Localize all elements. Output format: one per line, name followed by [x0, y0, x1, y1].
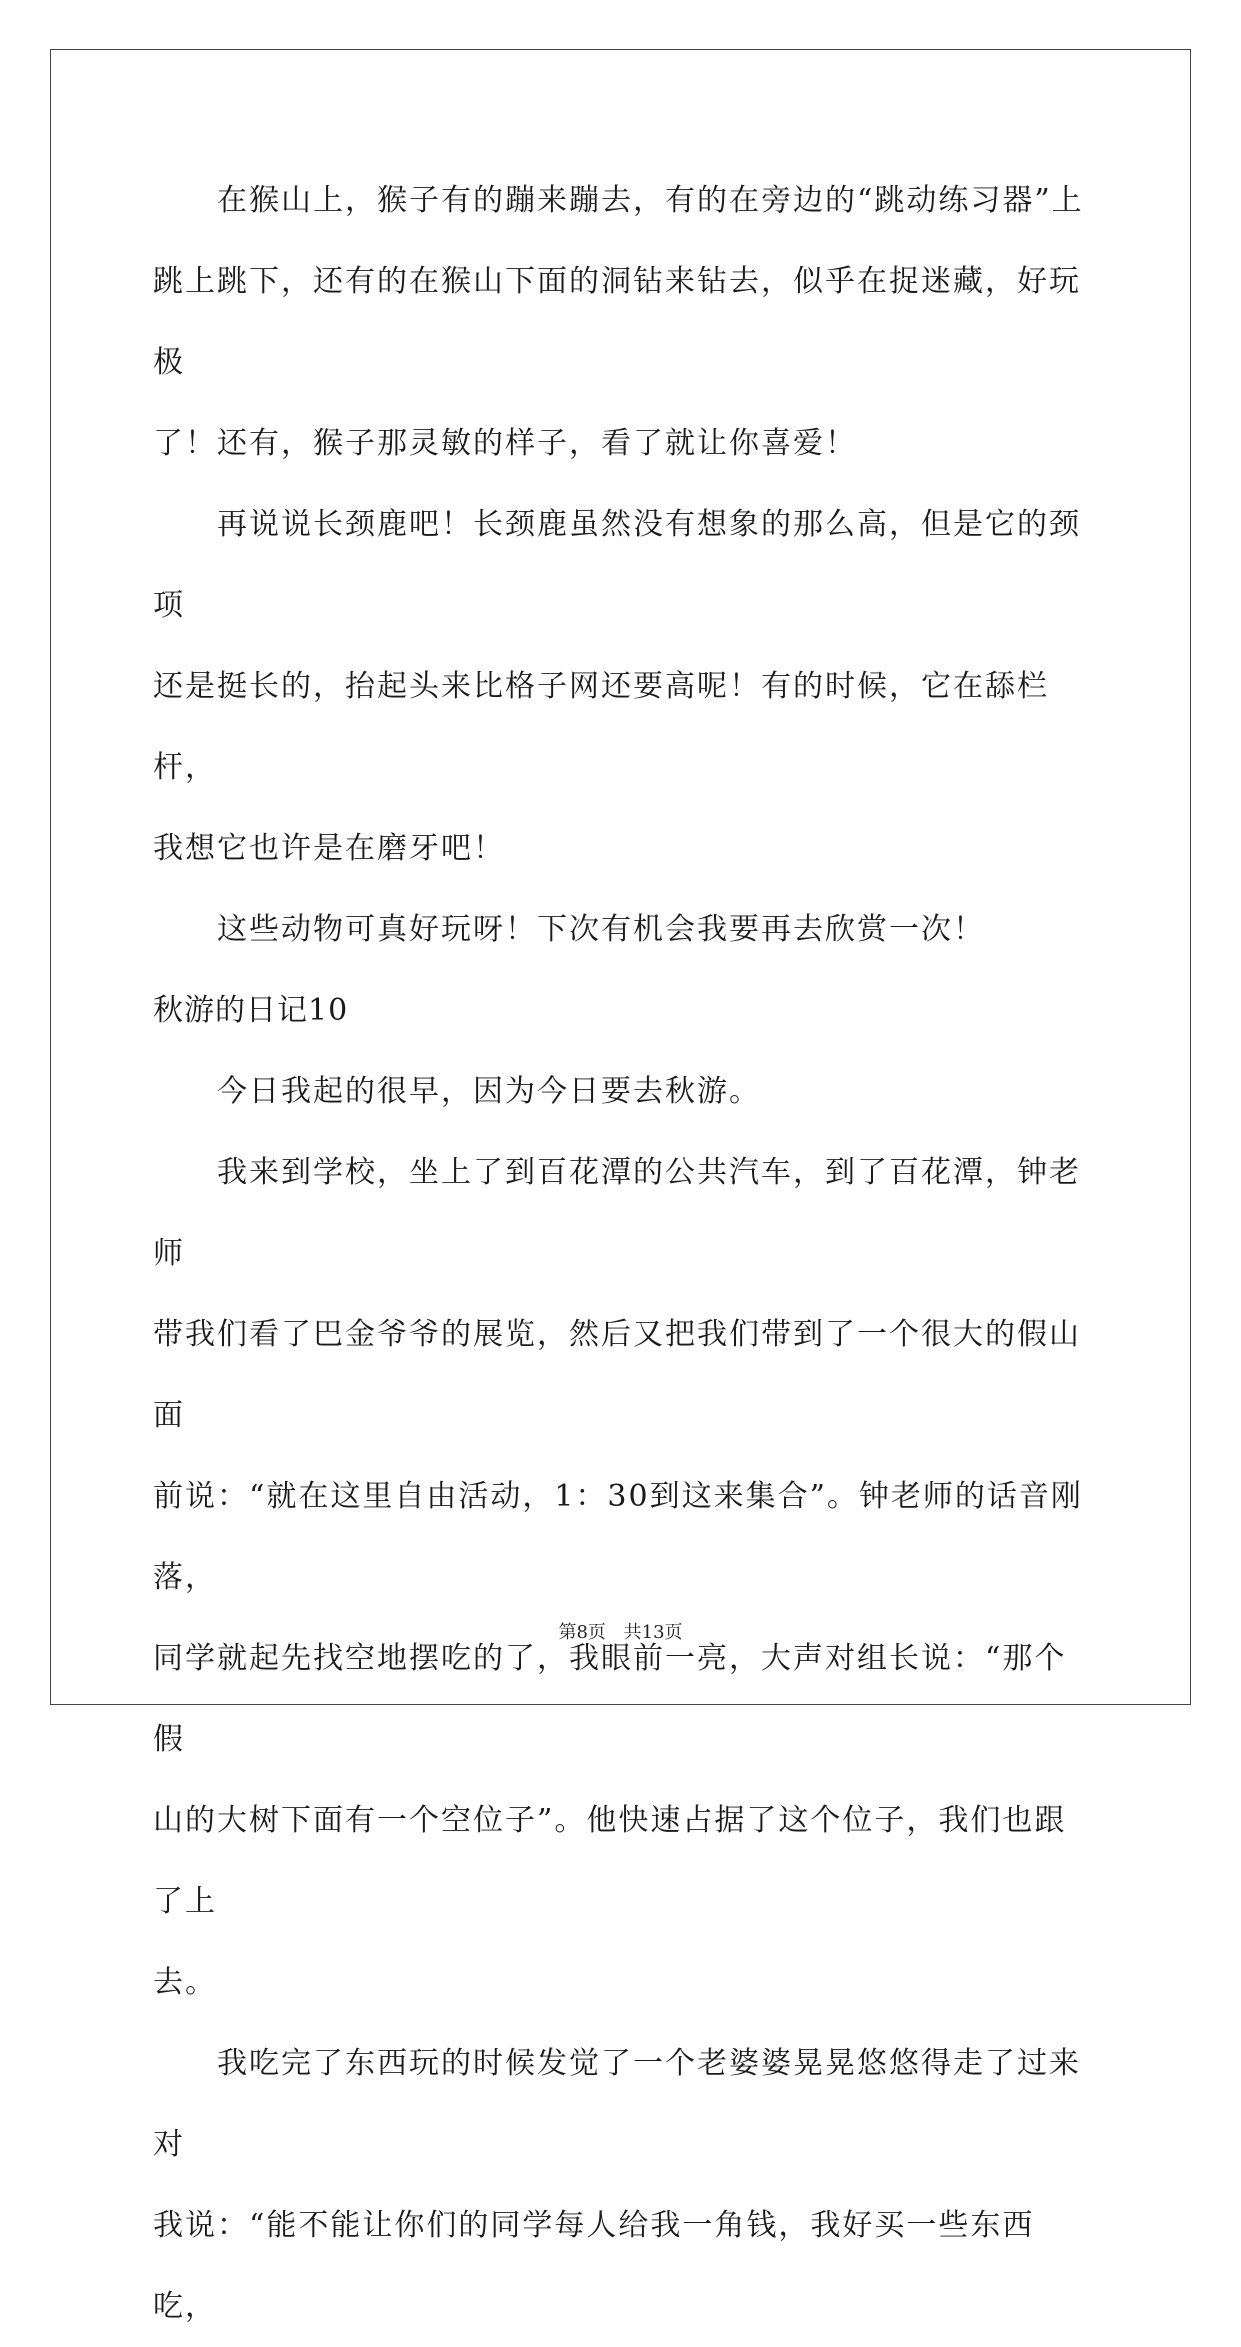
text-line: 带我们看了巴金爷爷的展览，然后又把我们带到了一个很大的假山面 — [153, 1317, 1081, 1433]
text-line: 这些动物可真好玩呀！下次有机会我要再去欣赏一次！ — [217, 912, 985, 947]
text-line: 在猴山上，猴子有的蹦来蹦去，有的在旁边的“跳动练习器”上 — [217, 183, 1084, 218]
text-line: 前说：“就在这里自由活动，1：30到这来集合”。钟老师的话音刚落， — [153, 1479, 1083, 1595]
text-line: 还是挺长的，抬起头来比格子网还要高呢！有的时候，它在舔栏杆， — [153, 669, 1049, 785]
paragraph-old-woman — [153, 2023, 1093, 2347]
paragraph-giraffe — [153, 484, 1093, 889]
text-line: 我来到学校，坐上了到百花潭的公共汽车，到了百花潭，钟老师 — [153, 1155, 1081, 1271]
text-line: 去。 — [153, 1965, 217, 2000]
document-body — [153, 160, 1093, 2347]
text-line: 我吃完了东西玩的时候发觉了一个老婆婆晃晃悠悠得走了过来对 — [153, 2046, 1081, 2162]
section-heading — [153, 970, 1093, 1051]
text-line: 我说：“能不能让你们的同学每人给我一角钱，我好买一些东西吃， — [153, 2208, 1035, 2324]
text-line: 同学就起先找空地摆吃的了，我眼前一亮，大声对组长说：“那个假 — [153, 1641, 1067, 1757]
text-line: 了！还有，猴子那灵敏的样子，看了就让你喜爱！ — [153, 426, 857, 461]
paragraph-intro — [153, 1051, 1093, 1132]
heading-text: 秋游的日记10 — [153, 993, 349, 1028]
page-total: 共13页 — [623, 1622, 683, 1643]
page-number: 第8页 — [558, 1622, 606, 1643]
paragraph-conclusion — [153, 889, 1093, 970]
paragraph-monkeys — [153, 160, 1093, 484]
text-line: 我想它也许是在磨牙吧！ — [153, 831, 505, 866]
text-line: 山的大树下面有一个空位子”。他快速占据了这个位子，我们也跟了上 — [153, 1803, 1067, 1919]
text-line: 跳上跳下，还有的在猴山下面的洞钻来钻去，似乎在捉迷藏，好玩极 — [153, 264, 1081, 380]
paragraph-school — [153, 1132, 1093, 2023]
text-line: 再说说长颈鹿吧！长颈鹿虽然没有想象的那么高，但是它的颈项 — [153, 507, 1081, 623]
text-line: 今日我起的很早，因为今日要去秋游。 — [217, 1074, 761, 1109]
page-footer — [0, 1618, 1241, 1644]
